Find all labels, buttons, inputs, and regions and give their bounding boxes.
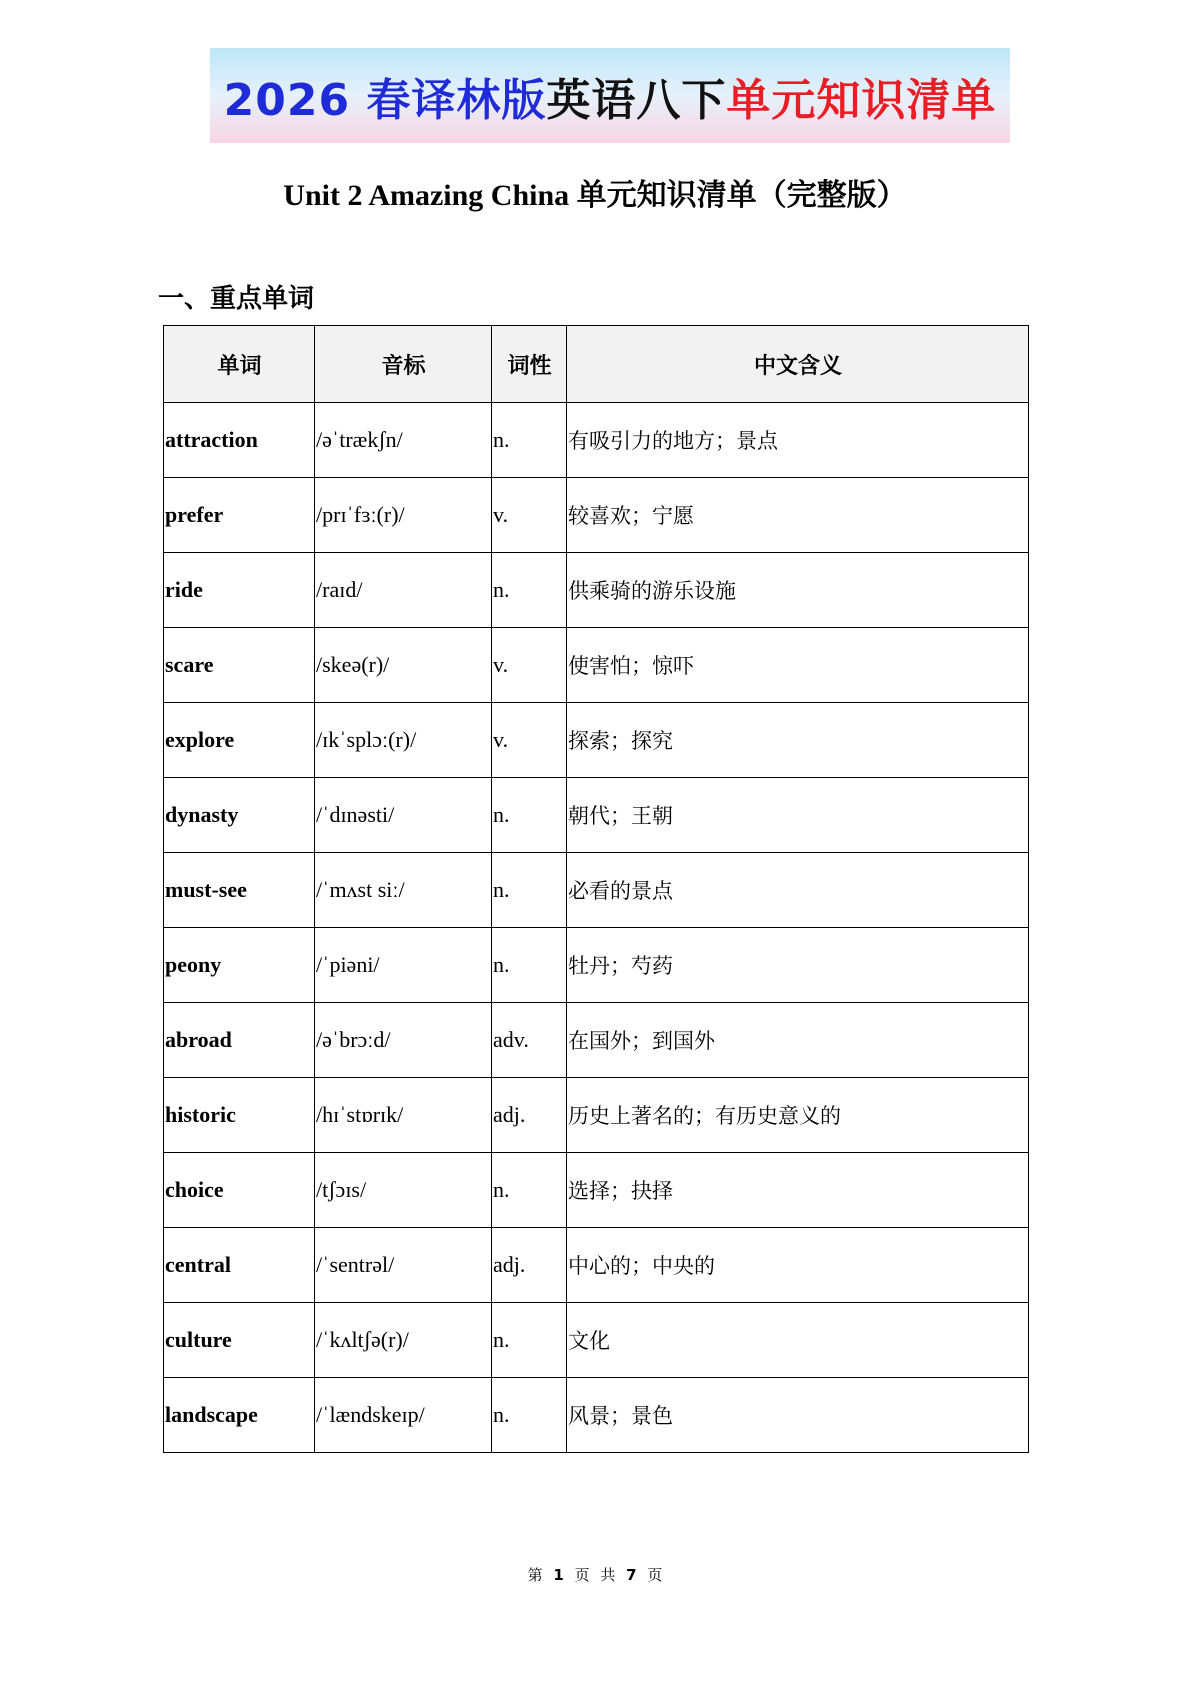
header-banner — [210, 48, 1010, 143]
table-row — [164, 1003, 1029, 1078]
meaning-cell: 必看的景点 — [567, 853, 1029, 928]
word-cell: peony — [164, 928, 315, 1003]
page-footer — [0, 1564, 1190, 1585]
footer-prefix: 第 — [527, 1566, 543, 1584]
phonetic-cell: /ˈpiəni/ — [315, 928, 492, 1003]
table-row — [164, 703, 1029, 778]
table-row — [164, 1228, 1029, 1303]
footer-middle: 页 共 — [574, 1566, 616, 1584]
word-cell: choice — [164, 1153, 315, 1228]
table-header-row — [164, 326, 1029, 403]
part-of-speech-cell: adj. — [492, 1078, 567, 1153]
meaning-cell: 较喜欢；宁愿 — [567, 478, 1029, 553]
table-row — [164, 403, 1029, 478]
phonetic-cell: /ɪkˈsplɔː(r)/ — [315, 703, 492, 778]
phonetic-cell: /skeə(r)/ — [315, 628, 492, 703]
banner-title — [224, 64, 997, 128]
phonetic-cell: /ˈsentrəl/ — [315, 1228, 492, 1303]
banner-title-black: 英语八下 — [546, 74, 727, 126]
word-cell: attraction — [164, 403, 315, 478]
part-of-speech-cell: n. — [492, 403, 567, 478]
table-row — [164, 1303, 1029, 1378]
part-of-speech-cell: v. — [492, 628, 567, 703]
phonetic-cell: /əˈtrækʃn/ — [315, 403, 492, 478]
part-of-speech-cell: v. — [492, 703, 567, 778]
meaning-cell: 使害怕；惊吓 — [567, 628, 1029, 703]
table-row — [164, 778, 1029, 853]
part-of-speech-cell: v. — [492, 478, 567, 553]
banner-title-blue: 2026 春译林版 — [223, 74, 547, 126]
phonetic-cell: /raɪd/ — [315, 553, 492, 628]
word-cell: explore — [164, 703, 315, 778]
meaning-cell: 历史上著名的；有历史意义的 — [567, 1078, 1029, 1153]
phonetic-cell: /ˈmʌst siː/ — [315, 853, 492, 928]
part-of-speech-cell: n. — [492, 553, 567, 628]
word-cell: dynasty — [164, 778, 315, 853]
word-cell: landscape — [164, 1378, 315, 1453]
footer-suffix: 页 — [647, 1566, 663, 1584]
table-row — [164, 1378, 1029, 1453]
meaning-cell: 在国外；到国外 — [567, 1003, 1029, 1078]
part-of-speech-cell: adv. — [492, 1003, 567, 1078]
table-row — [164, 628, 1029, 703]
table-row — [164, 553, 1029, 628]
meaning-cell: 供乘骑的游乐设施 — [567, 553, 1029, 628]
banner-title-red: 单元知识清单 — [726, 74, 997, 126]
meaning-cell: 风景；景色 — [567, 1378, 1029, 1453]
vocabulary-table — [163, 325, 1029, 1453]
word-cell: culture — [164, 1303, 315, 1378]
word-cell: scare — [164, 628, 315, 703]
word-cell: must-see — [164, 853, 315, 928]
part-of-speech-cell: adj. — [492, 1228, 567, 1303]
table-row — [164, 928, 1029, 1003]
footer-total-pages: 7 — [626, 1566, 637, 1584]
table-row — [164, 853, 1029, 928]
word-cell: central — [164, 1228, 315, 1303]
table-row — [164, 1078, 1029, 1153]
word-cell: ride — [164, 553, 315, 628]
word-cell: prefer — [164, 478, 315, 553]
part-of-speech-cell: n. — [492, 1153, 567, 1228]
meaning-cell: 朝代；王朝 — [567, 778, 1029, 853]
meaning-cell: 中心的；中央的 — [567, 1228, 1029, 1303]
part-of-speech-cell: n. — [492, 1378, 567, 1453]
footer-page-number: 1 — [553, 1566, 564, 1584]
document-title: Unit 2 Amazing China 单元知识清单（完整版） — [283, 179, 907, 212]
part-of-speech-cell: n. — [492, 853, 567, 928]
meaning-cell: 文化 — [567, 1303, 1029, 1378]
header-part-of-speech: 词性 — [492, 326, 567, 403]
part-of-speech-cell: n. — [492, 928, 567, 1003]
phonetic-cell: /tʃɔɪs/ — [315, 1153, 492, 1228]
meaning-cell: 牡丹；芍药 — [567, 928, 1029, 1003]
part-of-speech-cell: n. — [492, 1303, 567, 1378]
meaning-cell: 选择；抉择 — [567, 1153, 1029, 1228]
phonetic-cell: /əˈbrɔːd/ — [315, 1003, 492, 1078]
word-cell: abroad — [164, 1003, 315, 1078]
word-cell: historic — [164, 1078, 315, 1153]
phonetic-cell: /ˈkʌltʃə(r)/ — [315, 1303, 492, 1378]
meaning-cell: 探索；探究 — [567, 703, 1029, 778]
part-of-speech-cell: n. — [492, 778, 567, 853]
phonetic-cell: /ˈdɪnəsti/ — [315, 778, 492, 853]
table-row — [164, 1153, 1029, 1228]
section-heading: 一、重点单词 — [158, 284, 315, 313]
table-row — [164, 478, 1029, 553]
phonetic-cell: /prɪˈfɜː(r)/ — [315, 478, 492, 553]
meaning-cell: 有吸引力的地方；景点 — [567, 403, 1029, 478]
phonetic-cell: /hɪˈstɒrɪk/ — [315, 1078, 492, 1153]
header-meaning: 中文含义 — [567, 326, 1029, 403]
header-word: 单词 — [164, 326, 315, 403]
header-phonetic: 音标 — [315, 326, 492, 403]
phonetic-cell: /ˈlændskeɪp/ — [315, 1378, 492, 1453]
